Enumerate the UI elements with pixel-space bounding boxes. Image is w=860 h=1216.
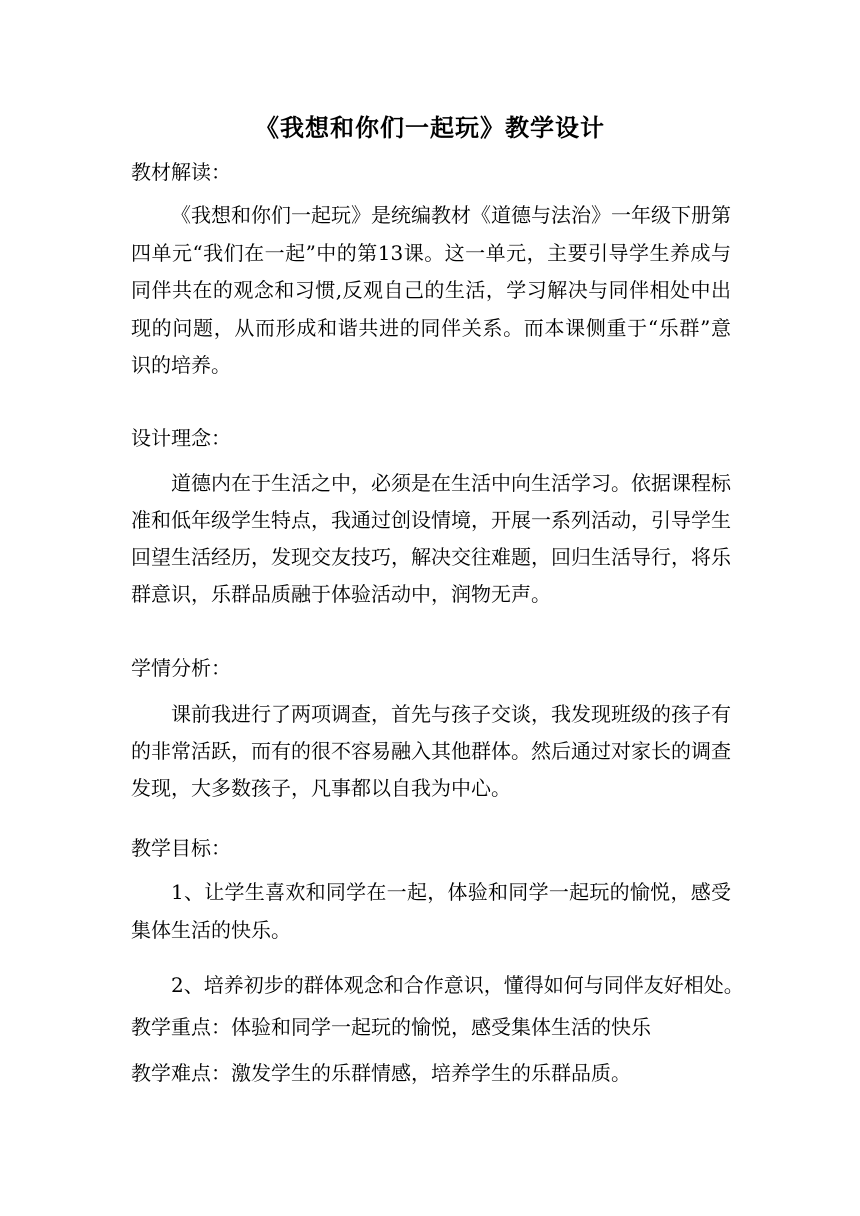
paragraph-design: 道德内在于生活之中，必须是在生活中向生活学习。依据课程标准和低年级学生特点，我通过创设情境，开展一系列活动，引导学生回望生活经历，发现交友技巧，解决交往难题，回归生活导行，将乐群意识，乐群品质融于体验活动中，润物无声。 (131, 471, 731, 606)
key-point-line: 教学重点：体验和同学一起玩的愉悦，感受集体生活的快乐 (131, 1015, 651, 1039)
goal-item-2: 2、培养初步的群体观念和合作意识，懂得如何与同伴友好相处。 (171, 973, 744, 997)
section-heading-goals: 教学目标： (131, 836, 231, 860)
document-title: 《我想和你们一起玩》教学设计 (255, 113, 605, 142)
section-heading-textbook: 教材解读： (131, 160, 231, 184)
difficult-point-line: 教学难点：激发学生的乐群情感，培养学生的乐群品质。 (131, 1061, 631, 1085)
section-heading-analysis: 学情分析： (131, 656, 231, 680)
paragraph-analysis: 课前我进行了两项调查，首先与孩子交谈，我发现班级的孩子有的非常活跃，而有的很不容易融入其他群体。然后通过对家长的调查发现，大多数孩子，凡事都以自我为中心。 (131, 702, 731, 800)
goal-item-1: 1、让学生喜欢和同学在一起，体验和同学一起玩的愉悦，感受集体生活的快乐。 (131, 880, 731, 942)
section-heading-design: 设计理念： (131, 426, 231, 450)
paragraph-textbook: 《我想和你们一起玩》是统编教材《道德与法治》一年级下册第四单元“我们在一起”中的第13课。这一单元，主要引导学生养成与同伴共在的观念和习惯,反观自己的生活，学习解决与同伴相处中出现的问题，从而形成和谐共进的同伴关系。而本课侧重于“乐群”意识的培养。 (131, 203, 731, 377)
